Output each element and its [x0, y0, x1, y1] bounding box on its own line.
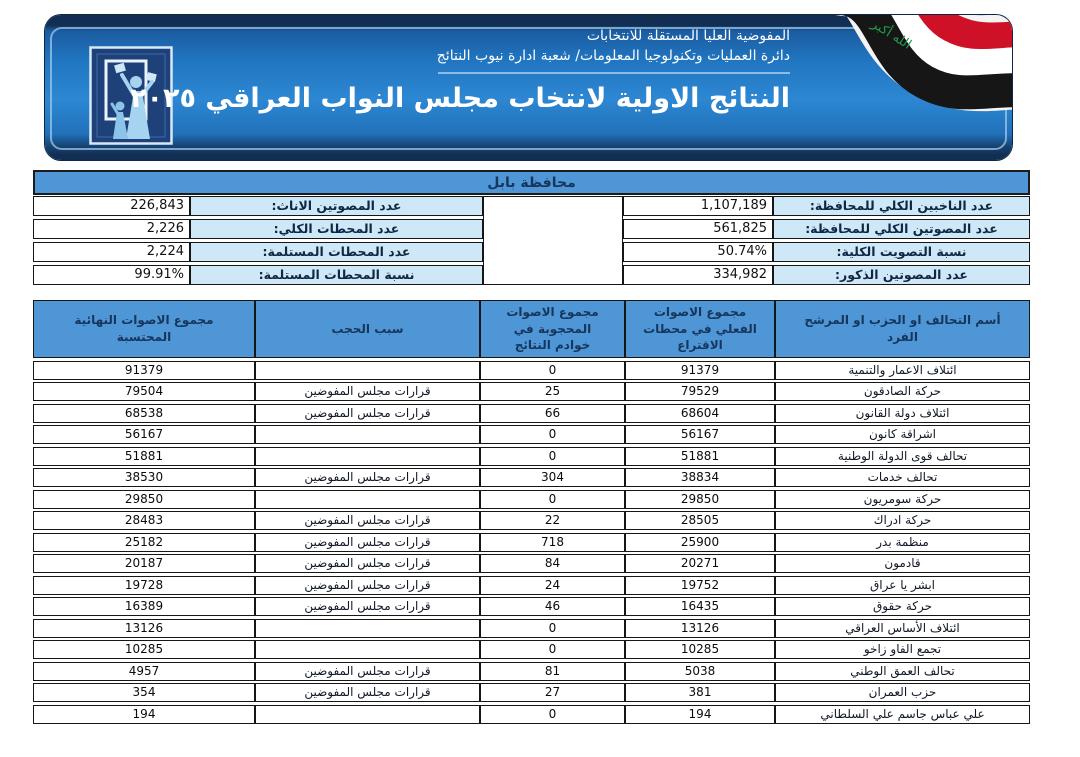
final-votes-cell: 19728 — [33, 576, 255, 595]
final-votes-cell: 51881 — [33, 447, 255, 466]
banner-divider — [438, 72, 790, 74]
party-name-cell: حركة ادراك — [775, 511, 1030, 530]
column-header-party-name: أسم التحالف او الحزب او المرشح الفرد — [775, 300, 1030, 358]
withhold-reason-cell: قرارات مجلس المفوضين — [255, 533, 480, 552]
withhold-reason-cell — [255, 447, 480, 466]
withhold-reason-cell — [255, 425, 480, 444]
column-header-polling-votes: مجموع الاصوات الفعلي في محطات الاقتراع — [625, 300, 775, 358]
withheld-votes-cell: 81 — [480, 662, 625, 681]
withhold-reason-cell — [255, 361, 480, 380]
party-name-cell: علي عباس جاسم علي السلطاني — [775, 705, 1030, 724]
final-votes-cell: 56167 — [33, 425, 255, 444]
polling-votes-cell: 38834 — [625, 468, 775, 487]
withheld-votes-cell: 304 — [480, 468, 625, 487]
final-votes-cell: 29850 — [33, 490, 255, 509]
polling-votes-cell: 19752 — [625, 576, 775, 595]
summary-stats — [33, 196, 1030, 285]
column-header-final-votes: مجموع الاصوات النهائية المحتسبة — [33, 300, 255, 358]
withhold-reason-cell: قرارات مجلس المفوضين — [255, 468, 480, 487]
withhold-reason-cell — [255, 619, 480, 638]
withheld-votes-cell: 27 — [480, 683, 625, 702]
header-banner — [45, 15, 1012, 160]
final-votes-cell: 91379 — [33, 361, 255, 380]
stat-value: 2,226 — [33, 219, 190, 239]
stat-label: عدد الناخبين الكلي للمحافظة: — [773, 196, 1030, 216]
withheld-votes-cell: 0 — [480, 361, 625, 380]
withhold-reason-cell — [255, 705, 480, 724]
stat-value: 334,982 — [623, 265, 773, 285]
final-votes-cell: 20187 — [33, 554, 255, 573]
polling-votes-cell: 68604 — [625, 404, 775, 423]
withheld-votes-cell: 0 — [480, 640, 625, 659]
withheld-votes-cell: 66 — [480, 404, 625, 423]
polling-votes-cell: 25900 — [625, 533, 775, 552]
withheld-votes-cell: 24 — [480, 576, 625, 595]
stat-label: عدد المحطات الكلي: — [190, 219, 483, 239]
polling-votes-cell: 194 — [625, 705, 775, 724]
party-name-cell: ائتلاف الاعمار والتنمية — [775, 361, 1030, 380]
party-name-cell: حركة حقوق — [775, 597, 1030, 616]
column-header-withhold-reason: سبب الحجب — [255, 300, 480, 358]
withhold-reason-cell: قرارات مجلس المفوضين — [255, 662, 480, 681]
polling-votes-cell: 5038 — [625, 662, 775, 681]
stat-value: 2,224 — [33, 242, 190, 262]
withheld-votes-cell: 46 — [480, 597, 625, 616]
withheld-votes-cell: 0 — [480, 425, 625, 444]
withhold-reason-cell: قرارات مجلس المفوضين — [255, 382, 480, 401]
withhold-reason-cell — [255, 640, 480, 659]
polling-votes-cell: 13126 — [625, 619, 775, 638]
final-votes-cell: 68538 — [33, 404, 255, 423]
withhold-reason-cell — [255, 490, 480, 509]
withheld-votes-cell: 22 — [480, 511, 625, 530]
stats-middle-spacer — [483, 196, 623, 285]
withheld-votes-cell: 0 — [480, 490, 625, 509]
final-votes-cell: 25182 — [33, 533, 255, 552]
polling-votes-cell: 20271 — [625, 554, 775, 573]
withhold-reason-cell: قرارات مجلس المفوضين — [255, 597, 480, 616]
stat-value: 50.74% — [623, 242, 773, 262]
polling-votes-cell: 29850 — [625, 490, 775, 509]
withhold-reason-cell: قرارات مجلس المفوضين — [255, 511, 480, 530]
party-name-cell: منظمة بدر — [775, 533, 1030, 552]
final-votes-cell: 10285 — [33, 640, 255, 659]
final-votes-cell: 194 — [33, 705, 255, 724]
withheld-votes-cell: 718 — [480, 533, 625, 552]
withhold-reason-cell: قرارات مجلس المفوضين — [255, 554, 480, 573]
final-votes-cell: 28483 — [33, 511, 255, 530]
stat-label: عدد المصوتين الكلي للمحافظة: — [773, 219, 1030, 239]
party-name-cell: تحالف العمق الوطني — [775, 662, 1030, 681]
party-name-cell: قادمون — [775, 554, 1030, 573]
withheld-votes-cell: 84 — [480, 554, 625, 573]
party-name-cell: حركة الصادقون — [775, 382, 1030, 401]
report-title: النتائج الاولية لانتخاب مجلس النواب العراقي ٢٠٢٥ — [130, 83, 790, 114]
polling-votes-cell: 28505 — [625, 511, 775, 530]
polling-votes-cell: 56167 — [625, 425, 775, 444]
withheld-votes-cell: 25 — [480, 382, 625, 401]
withhold-reason-cell: قرارات مجلس المفوضين — [255, 683, 480, 702]
polling-votes-cell: 10285 — [625, 640, 775, 659]
withhold-reason-cell: قرارات مجلس المفوضين — [255, 576, 480, 595]
withheld-votes-cell: 0 — [480, 447, 625, 466]
stat-label: نسبة المحطات المستلمة: — [190, 265, 483, 285]
polling-votes-cell: 381 — [625, 683, 775, 702]
stat-label: عدد المصوتين الذكور: — [773, 265, 1030, 285]
column-header-withheld-votes: مجموع الاصوات المحجوبة في خوادم النتائج — [480, 300, 625, 358]
final-votes-cell: 4957 — [33, 662, 255, 681]
final-votes-cell: 16389 — [33, 597, 255, 616]
governorate-header: محافظة بابل — [33, 170, 1030, 195]
party-name-cell: ابشر يا عراق — [775, 576, 1030, 595]
polling-votes-cell: 51881 — [625, 447, 775, 466]
org-name-line: المفوضية العليا المستقلة للانتخابات — [586, 28, 790, 44]
withhold-reason-cell: قرارات مجلس المفوضين — [255, 404, 480, 423]
party-name-cell: ائتلاف الأساس العراقي — [775, 619, 1030, 638]
party-name-cell: حزب العمران — [775, 683, 1030, 702]
withheld-votes-cell: 0 — [480, 705, 625, 724]
party-name-cell: ائتلاف دولة القانون — [775, 404, 1030, 423]
stat-label: عدد المحطات المستلمة: — [190, 242, 483, 262]
party-name-cell: حركة سومريون — [775, 490, 1030, 509]
party-name-cell: تجمع الفاو زاخو — [775, 640, 1030, 659]
stat-label: نسبة التصويت الكلية: — [773, 242, 1030, 262]
stat-value: 1,107,189 — [623, 196, 773, 216]
polling-votes-cell: 91379 — [625, 361, 775, 380]
stat-value: 561,825 — [623, 219, 773, 239]
org-department-line: دائرة العمليات وتكنولوجيا المعلومات/ شعبة ادارة نيوب النتائج — [436, 48, 790, 64]
final-votes-cell: 354 — [33, 683, 255, 702]
party-name-cell: تحالف خدمات — [775, 468, 1030, 487]
banner-text-block — [130, 26, 790, 117]
stat-value: 99.91% — [33, 265, 190, 285]
final-votes-cell: 38530 — [33, 468, 255, 487]
final-votes-cell: 79504 — [33, 382, 255, 401]
polling-votes-cell: 16435 — [625, 597, 775, 616]
stat-value: 226,843 — [33, 196, 190, 216]
stat-label: عدد المصوتين الاناث: — [190, 196, 483, 216]
party-name-cell: اشراقة كانون — [775, 425, 1030, 444]
polling-votes-cell: 79529 — [625, 382, 775, 401]
iraq-flag-icon — [766, 15, 1012, 160]
flag-takbir-text: الله أكبر — [868, 16, 914, 53]
party-name-cell: تحالف قوى الدولة الوطنية — [775, 447, 1030, 466]
results-grid — [33, 300, 1030, 724]
final-votes-cell: 13126 — [33, 619, 255, 638]
withheld-votes-cell: 0 — [480, 619, 625, 638]
